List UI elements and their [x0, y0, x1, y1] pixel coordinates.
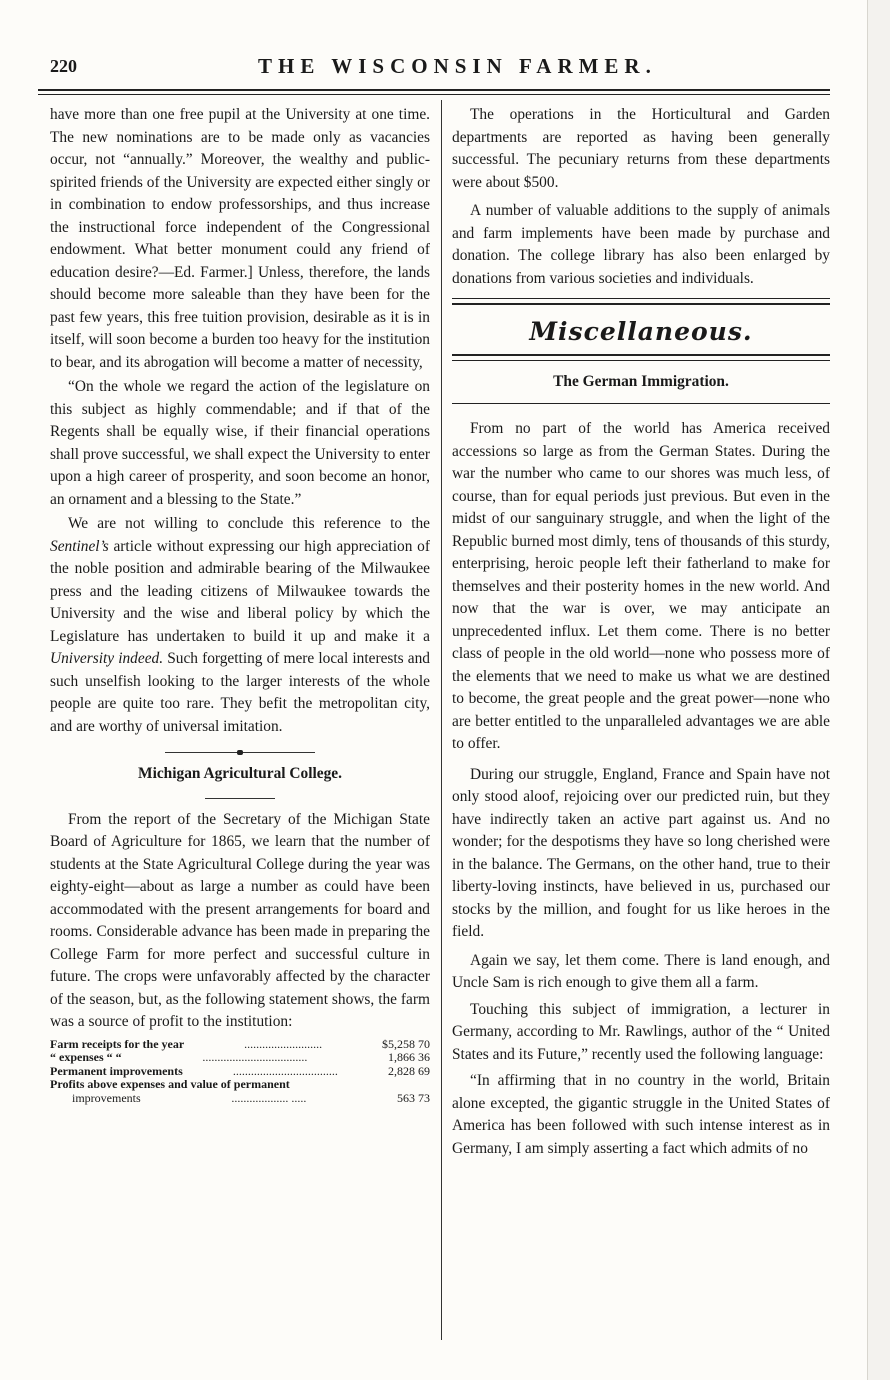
miscellaneous-heading: Miscellaneous. — [529, 317, 753, 346]
finance-label: Permanent improvements — [50, 1063, 183, 1078]
right-paragraph-5: Again we say, let them come. There is land enough, and Uncle Sam is rich enough to give them all a farm. — [452, 951, 830, 991]
right-paragraph-4: During our struggle, England, France and Spain have not only stood aloof, rejoicing over our predicted ruin, but they have indirectly taken an active part against us. And no wonder; for the despotisms they have so long cherished were in the balance. The Germans, on the other hand, true to their liberty-loving instincts, have believed in us, purchased our stocks by the million, and fought for us like heroes in the field. — [452, 765, 830, 940]
finance-amount: $5,258 70 — [381, 1036, 430, 1051]
finance-label: Farm receipts for the year — [50, 1036, 185, 1051]
misc-rule-top — [452, 298, 830, 305]
finance-row — [50, 1092, 430, 1106]
p3-text-a: We are not willing to conclude this reference to the — [68, 515, 430, 532]
left-column — [50, 104, 430, 1105]
right-paragraph-7: “In affirming that in no country in the world, Britain alone excepted, the gigantic struggle in the United States of America has been followed with such intense interest as in Germany, I am simply asserting a fact which admits of no — [452, 1072, 830, 1157]
left-paragraph-4: From the report of the Secretary of the Michigan State Board of Agriculture for 1865, we learn that the number of students at the State Agricultural College during the year was eighty-eight—about as large a number as could have been accommodated with the present arrangements for board and rooms. Considerable advance has been made in preparing the College Farm for more perfect and successful culture in future. The crops were unfavorably affected by the character of the season, but, as the following statement shows, the farm was a source of profit to the institution: — [50, 810, 430, 1030]
section-separator — [165, 752, 315, 753]
misc-rule-bottom — [452, 354, 830, 361]
finance-leader: .......................... — [244, 1036, 323, 1051]
finance-row — [50, 1065, 430, 1079]
finance-row — [50, 1038, 430, 1052]
finance-row — [50, 1051, 430, 1065]
finance-leader: ................... ..... — [231, 1090, 307, 1105]
left-paragraph-3 — [50, 513, 430, 738]
finance-row — [50, 1078, 430, 1092]
finance-amount: 2,828 69 — [388, 1063, 430, 1078]
page-number: 220 — [50, 56, 77, 76]
column-divider — [441, 100, 442, 1340]
finance-table — [50, 1038, 430, 1106]
sentinel-italic: Sentinel’s — [50, 537, 109, 555]
running-title: THE WISCONSIN FARMER. — [258, 54, 657, 78]
michigan-heading: Michigan Agricultural College. — [138, 765, 342, 782]
finance-label: improvements — [72, 1090, 141, 1105]
finance-leader: ................................... — [232, 1063, 338, 1078]
page-header — [38, 54, 830, 88]
right-paragraph-1: The operations in the Horticultural and Garden departments are reported as having been generally successful. The pecuniary returns from these departments were about $500. — [452, 106, 830, 191]
finance-label: “ expenses “ “ — [50, 1050, 122, 1064]
page-edge — [867, 0, 890, 1380]
left-paragraph-2: “On the whole we regard the action of the legislature on this subject as highly commendable; and if that of the Regents shall be equally wise, if their financial operations shall prove successful, we shall expect the University to enter upon a high career of prosperity, and soon become an honor, an ornament and a blessing to the State.” — [50, 378, 430, 508]
finance-label: Profits above expenses and value of permanent — [50, 1077, 290, 1091]
finance-leader: ................................... — [202, 1050, 308, 1064]
header-rule — [38, 89, 830, 95]
left-paragraph-1: have more than one free pupil at the University at one time. The new nominations are to be made only as vacancies occur, not “annually.” Moreover, the wealthy and public-spirited friends of the University are expected either singly or in combination to endow professorships, and thus increase the instructional force independent of the Congressional endowment. What better monument could any friend of education desire?—Ed. Farmer.] Unless, therefore, the lands should become more saleable than they have been for the past few years, this free tuition provision, desirable as it is in itself, will soon become a burden too heavy for the institution to bear, and its abrogation will become a matter of necessity, — [50, 106, 430, 371]
heading-underline — [205, 798, 275, 799]
finance-amount: 563 73 — [397, 1090, 430, 1105]
separator-ornament — [237, 750, 243, 755]
finance-amount: 1,866 36 — [387, 1050, 430, 1064]
right-paragraph-2: A number of valuable additions to the supply of animals and farm implements have been made by purchase and donation. The college library has also been enlarged by donations from various societies and individuals. — [452, 202, 830, 287]
german-immigration-heading: The German Immigration. — [553, 372, 729, 390]
p3-text-c: Such forgetting of mere local interests and such unselfish looking to the larger interests of the whole people are quite too rare. They befit the metropolitan city, and are worthy of universal imitation. — [50, 650, 430, 735]
right-column — [452, 104, 830, 1160]
university-indeed-italic: University indeed. — [50, 650, 164, 667]
p3-text-b: article without expressing our high appreciation of the noble position and admirable bearing of the Milwaukee press and the leading citizens of Milwaukee towards the University and the wise and liberal policy by which the Legislature has undertaken to build it up and make it a — [50, 537, 430, 645]
subheading-rule — [452, 403, 830, 404]
right-paragraph-3: From no part of the world has America received accessions so large as from the German States. During the war the number who came to our shores was much less, of course, than for equal periods just previous. But even in the midst of our sanguinary struggle, and when the light of the Republic burned most dimly, tens of thousands of this sturdy, enterprising, heroic people left their fatherland to make for themselves and their posterity homes in the new world. And now that the war is over, we may anticipate an unprecedented influx. Let them come. There is no better class of people in the old world—none who possess more of the elements that we need to make us what we are destined to become, the great people and the great power—none who are better entitled to the unparalleled advantages we are able to offer. — [452, 420, 830, 752]
right-paragraph-6: Touching this subject of immigration, a lecturer in Germany, according to Mr. Rawlings, author of the “ United States and its Future,” recently used the following language: — [452, 1000, 830, 1063]
